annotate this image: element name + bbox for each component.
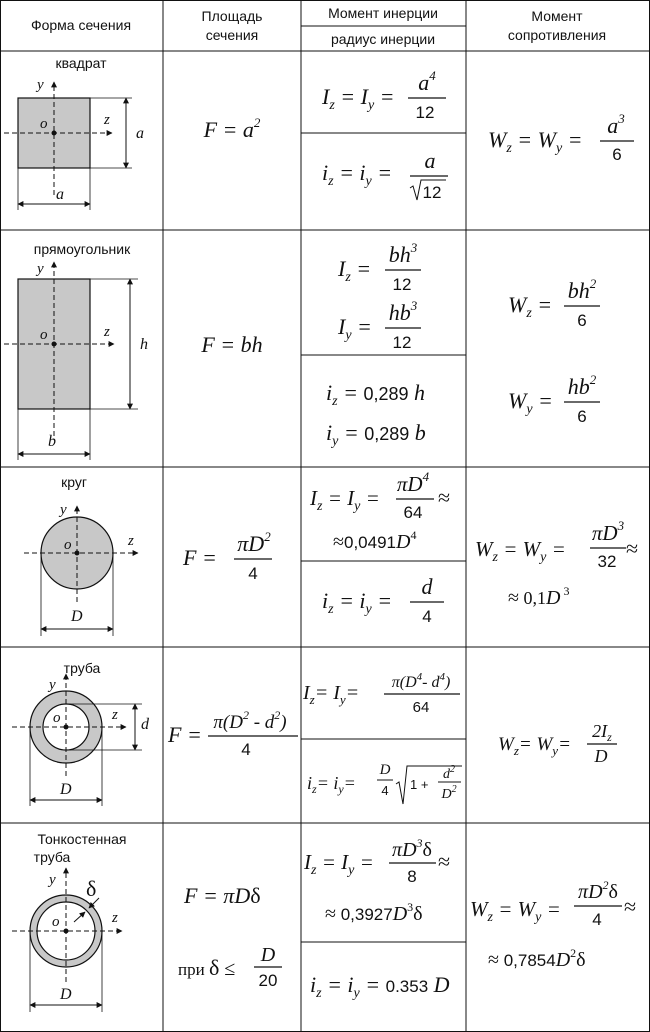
rectangle-diagram (4, 241, 148, 460)
svg-text:πD3: $\pi D^3$ (591, 518, 625, 545)
svg-text:D: D (260, 944, 276, 966)
pipe-modulus (498, 721, 617, 766)
svg-text:≈: ≈ (626, 536, 639, 561)
thin-pipe-radius (310, 972, 450, 1001)
svg-text:64: 64 (412, 699, 430, 716)
thin-pipe-wall-label: δ (86, 876, 97, 901)
svg-text:4: 4 (422, 607, 432, 626)
svg-text:iz = 0,289 h: $i_z = 0,289$ h (326, 380, 425, 409)
circle-diameter-label: D (71, 608, 83, 625)
svg-text:d: d (421, 574, 433, 599)
svg-text:≈0,0491D4: $\approx 0,0491D^4$ (333, 528, 417, 553)
svg-text:Iz = Iy =: $I_z = I_y$ = (322, 84, 395, 113)
header-area-line2: сечения (205, 27, 259, 43)
svg-text:Iy =: $I_y$ = (338, 314, 372, 343)
svg-text:6: 6 (577, 407, 587, 426)
thin-pipe-y-label: y (49, 872, 56, 888)
pipe-inner-diameter-label: d (141, 716, 149, 733)
svg-text:4: 4 (381, 783, 389, 798)
pipe-origin-label: o (53, 710, 61, 726)
svg-text:Wz = Wy =: $W_z = W_y$ = (488, 127, 583, 156)
circle-diagram (24, 474, 138, 636)
svg-text:d2: $d^2$ (443, 764, 455, 782)
svg-text:8: 8 (407, 867, 417, 886)
svg-text:a4: $a^4$ (418, 68, 436, 95)
header-shape: Форма сечения (30, 17, 132, 33)
circle-inertia (309, 469, 450, 553)
svg-text:bh2: $bh^2$ (567, 276, 597, 303)
circle-name: круг (61, 474, 87, 490)
rectangle-y-label: y (37, 261, 44, 277)
svg-text:iz = iy = 0.353 D: $i_z = i_y = 0.353$ D (310, 972, 450, 1001)
circle-area (182, 529, 272, 583)
svg-text:Wz= Wy=: $W_z= W_y=$ (498, 734, 571, 758)
square-area (203, 115, 261, 142)
svg-text:Wz =: $W_z$ = (508, 292, 553, 321)
row-pipe (12, 660, 617, 806)
svg-text:F = bh: F = bh (201, 332, 263, 357)
svg-text:D: D (594, 746, 608, 766)
svg-text:Iz= Iy=: $I_z= I_y=$ (303, 682, 360, 707)
pipe-inertia (302, 671, 460, 716)
svg-text:Iz = Iy =: $I_z = I_y$ = (304, 850, 374, 878)
svg-text:12: 12 (415, 103, 435, 122)
svg-text:D2: $D^2$ (441, 784, 457, 802)
square-name: квадрат (55, 55, 107, 71)
row-rectangle (4, 240, 600, 460)
svg-text:bh3: $bh^3$ (388, 240, 418, 267)
svg-text:F =: F = (168, 722, 202, 747)
svg-text:64: 64 (403, 503, 423, 522)
square-origin-label: o (40, 116, 48, 132)
svg-text:20: 20 (258, 971, 278, 990)
svg-text:F =: F = (183, 545, 217, 570)
svg-text:F = a2: $F = a^2$ (203, 115, 261, 142)
rectangle-name: прямоугольник (33, 241, 131, 257)
svg-text:π(D2 - d2): $\pi(D^2 - d^2)$ (213, 708, 287, 733)
rectangle-modulus (508, 276, 600, 426)
svg-text:≈: ≈ (438, 849, 451, 874)
svg-text:1 +: 1 + (410, 777, 429, 792)
circle-modulus (475, 518, 638, 609)
svg-text:≈ 0,3927D3δ: ≈ $0,3927D^3\delta$ (325, 900, 423, 925)
rectangle-inertia (337, 240, 421, 352)
circle-z-label: z (128, 533, 134, 549)
svg-text:2Iz: $2I_z$ (592, 721, 612, 744)
thin-pipe-inertia (303, 836, 450, 925)
thin-pipe-diameter-label: D (60, 986, 72, 1003)
svg-text:hb3: $hb^3$ (388, 298, 418, 325)
svg-text:F = πDδ: F = πDδ (184, 883, 261, 908)
svg-text:πD4: $\pi D^4$ (396, 469, 430, 496)
rectangle-radius (326, 380, 426, 449)
thin-pipe-modulus (470, 878, 636, 971)
svg-text:π(D4- d4): $\pi(D^4-$ $d^4$) (391, 671, 451, 691)
pipe-z-label: z (112, 707, 118, 723)
header-modulus-line2: сопротивления (507, 27, 607, 43)
svg-text:6: 6 (612, 145, 622, 164)
square-y-label: y (37, 77, 44, 93)
header-inertia: Момент инерции (328, 5, 438, 21)
svg-text:12: 12 (422, 183, 442, 202)
header-modulus-line1: Момент (531, 8, 583, 24)
rectangle-z-label: z (104, 324, 110, 340)
circle-y-label: y (60, 502, 67, 518)
square-diagram (4, 55, 144, 210)
svg-text:πD2: $\pi D^2$ (237, 529, 271, 556)
svg-text:≈ 0,1D 3: ≈ 0,1D $^3$ (508, 584, 570, 609)
svg-text:≈ 0,7854D2δ: ≈ $0,7854D^2\delta$ (488, 946, 586, 971)
header-area-line1: Площадь (201, 8, 263, 24)
svg-text:πD2δ: $\pi D^2\delta$ (578, 878, 618, 903)
thin-pipe-area (178, 883, 282, 990)
svg-text:hb2: $hb^2$ (567, 372, 597, 399)
svg-text:D: D (379, 762, 391, 778)
svg-text:πD3δ: $\pi D^3\delta$ (392, 836, 432, 861)
circle-origin-label: o (64, 537, 72, 553)
pipe-radius (307, 762, 462, 804)
svg-text:Iz =: $I_z$ = (338, 256, 372, 285)
svg-text:Wz = Wy =: $W_z = W_y$ = (470, 897, 561, 925)
svg-text:a3: $a^3$ (607, 111, 625, 138)
svg-text:4: 4 (592, 910, 602, 929)
svg-text:12: 12 (392, 333, 412, 352)
row-thin-pipe (12, 831, 636, 1012)
square-inertia (321, 68, 446, 122)
rectangle-width-label: b (48, 433, 56, 450)
svg-text:Iz = Iy =: $I_z = I_y$ = (310, 486, 380, 514)
pipe-name: труба (63, 660, 101, 676)
svg-text:32: 32 (597, 552, 617, 571)
square-z-label: z (104, 112, 110, 128)
square-side-label: a (136, 125, 144, 142)
thin-pipe-name-line1: Тонкостенная (37, 831, 127, 847)
square-modulus (488, 111, 634, 164)
thin-pipe-name-line2: труба (33, 849, 71, 865)
svg-text:Wy =: $W_y$ = (508, 388, 553, 417)
svg-text:4: 4 (248, 564, 258, 583)
svg-text:Wz = Wy =: $W_z = W_y$ = (475, 537, 566, 565)
pipe-area (167, 708, 298, 759)
svg-text:iz= iy=: $i_z= i_y=$ (307, 773, 356, 796)
circle-radius (322, 574, 444, 626)
svg-text:4: 4 (241, 740, 251, 759)
square-radius (322, 148, 448, 202)
rectangle-area (200, 332, 262, 357)
svg-text:iz = iy =: $i_z = i_y$ = (322, 588, 393, 617)
svg-text:iz = iy =: $i_z = i_y$ = (322, 160, 393, 189)
rectangle-height-label: h (140, 336, 148, 353)
svg-text:12: 12 (392, 275, 412, 294)
header-radius: радиус инерции (330, 31, 436, 47)
pipe-y-label: y (49, 677, 56, 693)
pipe-diagram (12, 660, 150, 806)
thin-pipe-origin-label: o (52, 914, 60, 930)
svg-text:при δ ≤: при δ ≤ (178, 955, 236, 980)
svg-text:iy = 0,289 b: $i_y = 0,289$ b (326, 420, 426, 449)
thin-pipe-z-label: z (112, 910, 118, 926)
row-circle (24, 469, 638, 636)
svg-text:6: 6 (577, 311, 587, 330)
square-base-label: a (56, 186, 64, 203)
svg-text:≈: ≈ (438, 485, 451, 510)
svg-text:a: a (424, 148, 436, 173)
rectangle-origin-label: o (40, 327, 48, 343)
thin-pipe-diagram (12, 831, 126, 1012)
svg-text:≈: ≈ (624, 894, 637, 919)
pipe-outer-diameter-label: D (60, 781, 72, 798)
